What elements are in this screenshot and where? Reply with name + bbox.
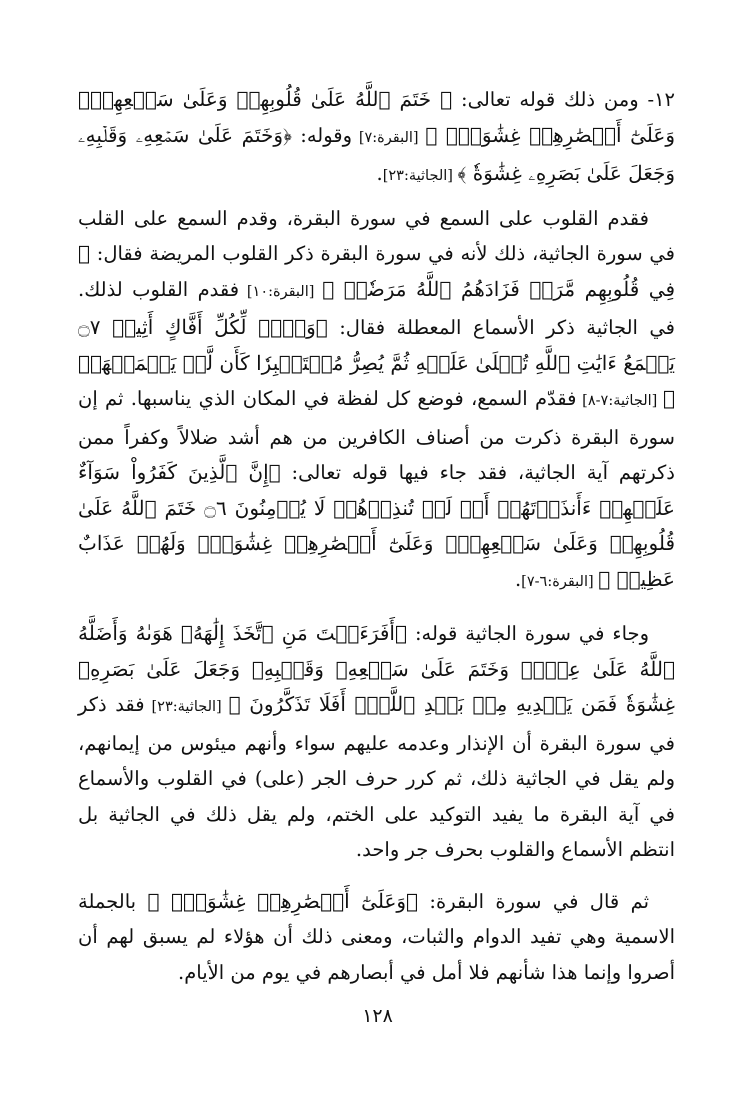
body-text: .: [514, 567, 522, 591]
quran-verse: ﴿أَفَرَءَيۡتَ مَنِ ٱتَّخَذَ إِلَٰهَهُۥ هَوَىٰهُ وَأَضَلَّهُ ٱللَّهُ عَلَىٰ عِلۡمٖ وَخَتَمَ عَلَىٰ سَمۡعِهِۦ وَقَلۡبِهِۦ وَجَعَلَ عَلَىٰ بَصَرِهِۦ غِشَٰوَةٗ فَمَن يَهۡدِيهِ مِنۢ بَعۡدِ ٱللَّهِۚ أَفَلَا تَذَكَّرُونَ ﴾: [78, 621, 675, 716]
quran-verse: ﴿إِنَّ ٱلَّذِينَ كَفَرُواْ سَوَآءٌ عَلَيۡهِمۡ ءَأَنذَرۡتَهُمۡ أَمۡ لَمۡ تُنذِرۡهُمۡ لَا يُؤۡمِنُونَ ۝٦ خَتَمَ ٱللَّهُ عَلَىٰ قُلُوبِهِمۡ وَعَلَىٰ سَمۡعِهِمۡۖ وَعَلَىٰٓ أَبۡصَٰرِهِمۡ غِشَٰوَةٞۖ وَلَهُمۡ عَذَابٌ عَظِيمٞ ﴾: [78, 460, 675, 591]
body-text: ثم قال في سورة البقرة:: [418, 889, 649, 913]
paragraph-4: [78, 884, 675, 991]
body-text: فقدم القلوب على السمع في سورة البقرة، وقدم السمع على القلب في سورة الجاثية، ذلك لأنه في سورة البقرة ذكر القلوب المريضة فقال:: [78, 206, 675, 265]
body-text: وقوله:: [291, 123, 353, 147]
verse-reference: [البقرة:٧]: [352, 129, 426, 146]
quran-verse: ﴿وَعَلَىٰٓ أَبۡصَٰرِهِمۡ غِشَٰوَةٞۖ ﴾: [147, 888, 419, 913]
page-number: ١٢٨: [362, 1005, 393, 1027]
quran-verse: ﴿وَيۡلٞ لِّكُلِّ أَفَّاكٍ أَثِيمٖ ۝٧ يَسۡمَعُ ءَايَٰتِ ٱللَّهِ تُتۡلَىٰ عَلَيۡهِ ثُمَّ يُصِرُّ مُسۡتَكۡبِرٗا كَأَن لَّمۡ يَسۡمَعۡهَاۖ ﴾: [78, 315, 676, 410]
verse-reference: [الجاثية:٢٣]: [382, 168, 458, 184]
page-body: [78, 82, 675, 990]
paragraph-1: [78, 82, 675, 195]
body-text: فقدّم السمع، فوضع كل لفظة في المكان الذي يناسبها. ثم إن سورة البقرة ذكرت من أصناف الكافرين من هم أشد ضلالاً وكفراً ممن ذكرتهم آية الجاثية، فقد جاء فيها قوله تعالى:: [78, 387, 675, 484]
body-text: .: [376, 162, 383, 185]
paragraph-3: [78, 616, 675, 868]
verse-reference: [البقرة:١٠]: [239, 283, 323, 300]
verse-reference: [الجاثية:٢٣]: [144, 699, 229, 715]
paragraph-2: [78, 201, 675, 601]
body-text: فقد ذكر في سورة البقرة أن الإنذار وعدمه عليهم سواء وأنهم ميئوس من إيمانهم، ولم يقل في الجاثية ذلك، ثم كرر حرف الجر (على) في القلوب والأسماع في آية البقرة ما يفيد التوكيد على الختم، ولم يقل ذلك في الجاثية بل انتظم الأسماع والقلوب بحرف جر واحد.: [78, 693, 675, 861]
body-text: وجاء في سورة الجاثية قوله:: [407, 622, 649, 645]
quran-verse: ﴿ فِي قُلُوبِهِم مَّرَضٞ فَزَادَهُمُ ٱللَّهُ مَرَضٗاۖ ﴾: [78, 241, 675, 301]
quran-verse: ﴿وَخَتَمَ عَلَىٰ سَمۡعِهِۦ وَقَلۡبِهِۦ وَجَعَلَ عَلَىٰ بَصَرِهِۦ غِشَٰوَةٗ ﴾: [78, 122, 675, 185]
verse-reference: [البقرة:٦-٧]: [521, 573, 599, 590]
body-text: بالجملة الاسمية وهي تفيد الدوام والثبات، ومعنى ذلك أن هؤلاء لم يسبق لهم أن أصروا وإنما هذا شأنهم فلا أمل في أبصارهم في يوم من الأيام.: [78, 889, 675, 984]
body-text: ١٢- ومن ذلك قوله تعالى:: [452, 88, 675, 111]
quran-verse: ﴿ خَتَمَ ٱللَّهُ عَلَىٰ قُلُوبِهِمۡ وَعَلَىٰ سَمۡعِهِمۡۖ وَعَلَىٰٓ أَبۡصَٰرِهِمۡ غِشَٰوَةٞۖ ﴾: [78, 87, 676, 147]
body-text: فقدم القلوب لذلك. في الجاثية ذكر الأسماع المعطلة فقال:: [78, 277, 675, 339]
verse-reference: [الجاثية:٧-٨]: [576, 393, 663, 409]
